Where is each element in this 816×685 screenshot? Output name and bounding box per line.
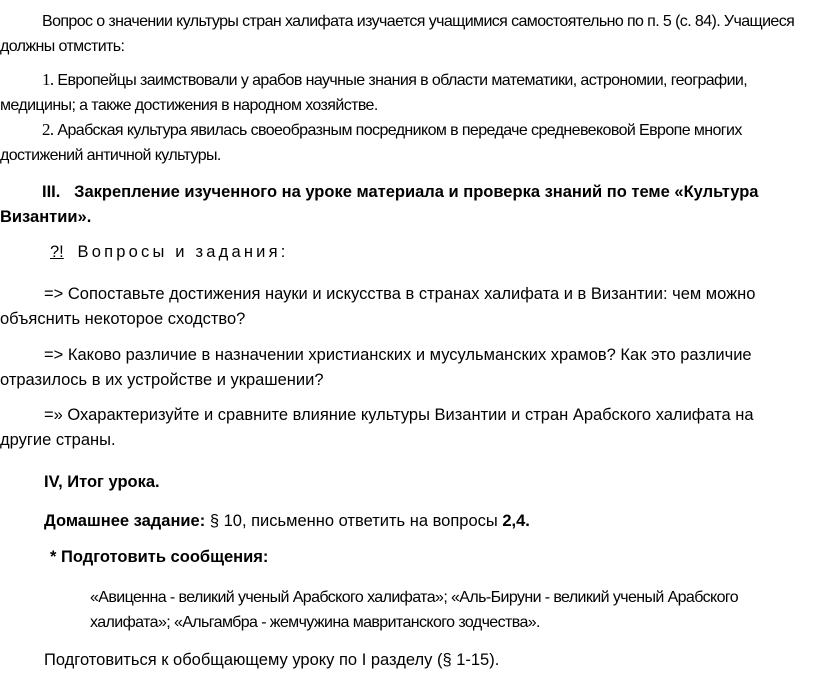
section-3-number: III. xyxy=(42,183,61,201)
question-2 xyxy=(0,343,800,393)
section-4-heading xyxy=(44,470,744,495)
final-text: Подготовиться к обобщающему уроку по I разделу (§ 1-15). xyxy=(44,651,500,669)
messages-list xyxy=(90,585,790,635)
messages-label: * Подготовить сообщения: xyxy=(50,548,269,566)
intro-text: Вопрос о значении культуры стран халифата изучается учащимися самостоятельно по п. 5 (с. 84). Учащиеся должны отмстить: xyxy=(0,13,795,55)
question-2-prefix: => xyxy=(44,346,64,364)
homework-label: Домашнее задание: xyxy=(44,512,206,530)
point-1-number: 1. xyxy=(42,70,54,89)
intro-paragraph xyxy=(0,9,816,59)
question-3-text: Охарактеризуйте и сравните влияние культуры Византии и стран Арабского халифата на другие страны. xyxy=(0,406,754,449)
question-2-text: Каково различие в назначении христианских и мусульманских храмов? Как это различие отразилось в их устройстве и украшении? xyxy=(0,346,752,389)
messages-text: «Авиценна - великий ученый Арабского халифата»; «Аль-Бируни - великий ученый Арабского халифата»; «Альгамбра - жемчужина мавританского зодчества». xyxy=(90,589,739,631)
point-1 xyxy=(0,67,812,118)
point-2 xyxy=(0,117,812,168)
question-1 xyxy=(0,282,800,332)
messages-heading xyxy=(50,545,750,570)
homework-line xyxy=(44,509,804,534)
section-3-heading xyxy=(0,180,800,230)
question-3 xyxy=(0,403,800,453)
point-2-text: Арабская культура явилась своеобразным посредником в передаче средневековой Европе многих достижений античной культуры. xyxy=(0,122,742,164)
point-1-text: Европейцы заимствовали у арабов научные знания в области математики, астрономии, географии, медицины; а также достижения в народном хозяйстве. xyxy=(0,72,748,114)
question-1-text: Сопоставьте достижения науки и искусства в странах халифата и в Византии: чем можно объяснить некоторое сходство? xyxy=(0,285,756,328)
questions-label: Вопросы и задания: xyxy=(77,243,289,261)
section-4-title: IV, Итог урока. xyxy=(44,473,160,491)
homework-questions: 2,4. xyxy=(502,512,530,530)
point-2-number: 2. xyxy=(42,120,54,139)
final-paragraph xyxy=(44,648,804,673)
questions-mark: ?! xyxy=(50,243,64,261)
question-3-prefix: =» xyxy=(44,406,63,424)
questions-heading xyxy=(50,240,750,265)
question-1-prefix: => xyxy=(44,285,64,303)
section-3-title: Закрепление изученного на уроке материала и проверка знаний по теме «Культура Византии». xyxy=(0,183,759,226)
homework-text: § 10, письменно ответить на вопросы xyxy=(209,512,498,530)
